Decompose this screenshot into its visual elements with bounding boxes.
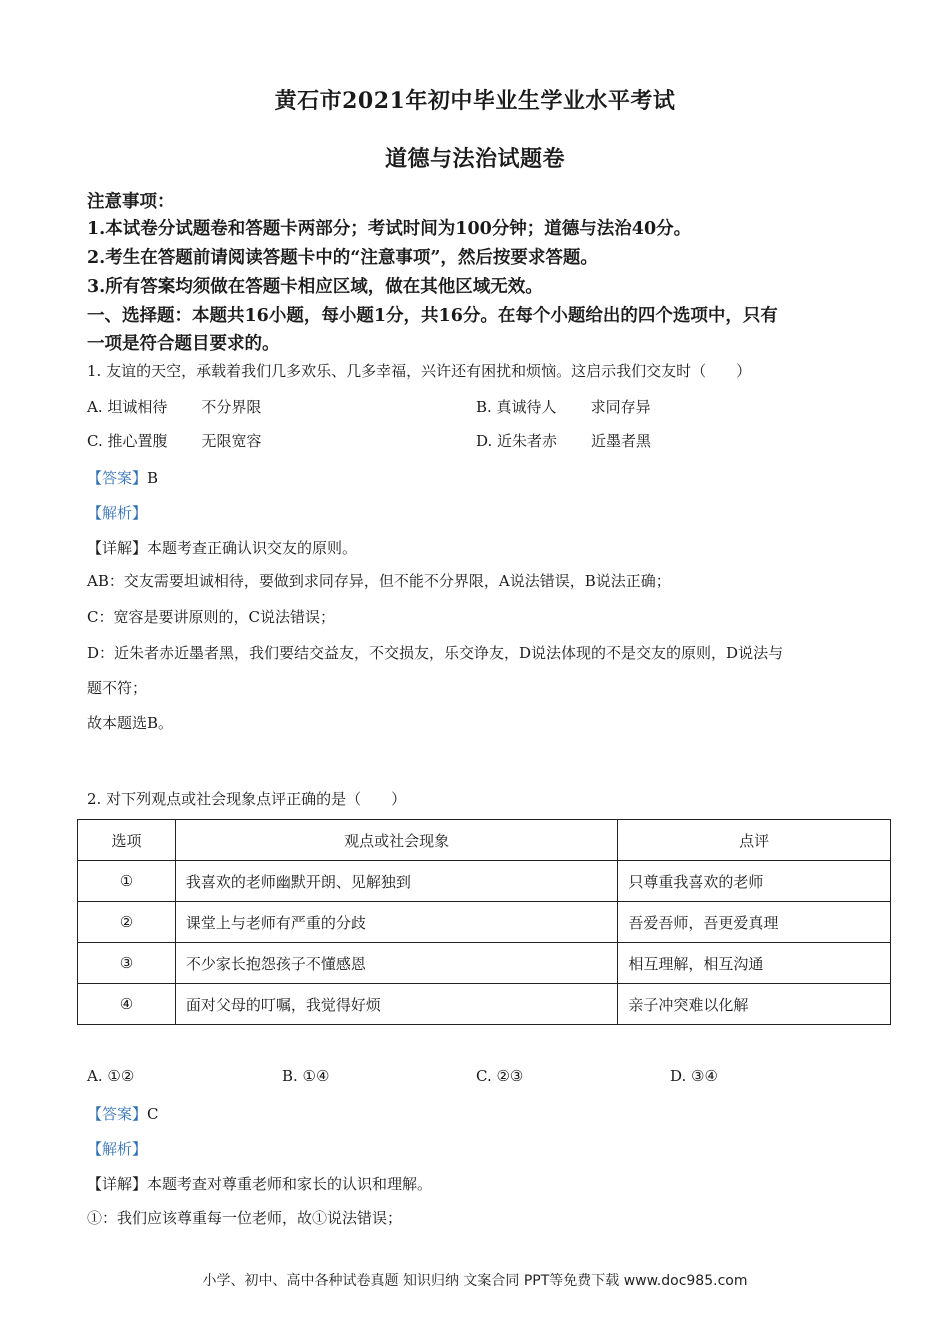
q2-answer-tag: 【答案】 bbox=[87, 1105, 148, 1123]
table-header-cell: 点评 bbox=[618, 820, 891, 861]
q2-stem: 2. 对下列观点或社会现象点评正确的是（ ） bbox=[87, 790, 407, 808]
notice-heading: 注意事项： bbox=[87, 192, 175, 212]
q2-answer-value: C bbox=[147, 1105, 159, 1123]
q2-option-a: A. ①② bbox=[87, 1067, 135, 1085]
q1-option-d-label: D. 近朱者赤 bbox=[476, 432, 558, 450]
notice-item-2: 2.考生在答题前请阅读答题卡中的“注意事项”，然后按要求答题。 bbox=[87, 248, 598, 268]
q1-option-a-label: A. 坦诚相待 bbox=[87, 398, 168, 416]
q1-option-c-label: C. 推心置腹 bbox=[87, 432, 168, 450]
q1-option-b-label: B. 真诚待人 bbox=[476, 398, 557, 416]
q2-answer bbox=[87, 1103, 159, 1124]
page-footer: 小学、初中、高中各种试卷真题 知识归纳 文案合同 PPT等免费下载 www.doc985.com bbox=[202, 1273, 748, 1289]
q1-option-d-text: 近墨者黑 bbox=[591, 432, 652, 450]
q2-detail: 【详解】本题考查对尊重老师和家长的认识和理解。 bbox=[87, 1175, 433, 1193]
table-header-cell: 观点或社会现象 bbox=[175, 820, 617, 861]
q1-answer-tag: 【答案】 bbox=[87, 469, 148, 487]
notice-item-1: 1.本试卷分试题卷和答题卡两部分；考试时间为100分钟；道德与法治40分。 bbox=[87, 219, 692, 239]
table-cell-option: ② bbox=[78, 902, 176, 943]
q1-analysis-line-5: 故本题选B。 bbox=[87, 714, 174, 732]
q2-option-d: D. ③④ bbox=[670, 1067, 718, 1085]
q2-option-c: C. ②③ bbox=[476, 1067, 524, 1085]
table-cell-phenomenon: 面对父母的叮嘱，我觉得好烦 bbox=[175, 984, 617, 1025]
table-cell-phenomenon: 课堂上与老师有严重的分歧 bbox=[175, 902, 617, 943]
exam-title: 黄石市2021年初中毕业生学业水平考试 bbox=[274, 88, 676, 114]
q2-table bbox=[77, 819, 891, 1025]
section-heading-line1: 一、选择题：本题共16小题，每小题1分，共16分。在每个小题给出的四个选项中，只有 bbox=[87, 306, 778, 326]
table-cell-option: ① bbox=[78, 861, 176, 902]
notice-item-3: 3.所有答案均须做在答题卡相应区域，做在其他区域无效。 bbox=[87, 277, 543, 297]
q2-option-b: B. ①④ bbox=[282, 1067, 330, 1085]
q1-analysis-line-3: D：近朱者赤近墨者黑，我们要结交益友，不交损友，乐交诤友，D说法体现的不是交友的原则，D说法与 bbox=[87, 644, 784, 662]
q1-analysis-line-2: C：宽容是要讲原则的，C说法错误； bbox=[87, 608, 335, 626]
table-cell-phenomenon: 不少家长抱怨孩子不懂感恩 bbox=[175, 943, 617, 984]
section-heading-line2: 一项是符合题目要求的。 bbox=[87, 334, 280, 354]
q1-analysis-line-1: AB：交友需要坦诚相待，要做到求同存异，但不能不分界限，A说法错误，B说法正确； bbox=[87, 572, 671, 590]
q1-analysis-tag: 【解析】 bbox=[87, 504, 148, 522]
table-header-cell: 选项 bbox=[78, 820, 176, 861]
table-header-row bbox=[78, 820, 891, 861]
table-cell-option: ④ bbox=[78, 984, 176, 1025]
q1-answer-value: B bbox=[147, 469, 159, 487]
q1-answer bbox=[87, 467, 158, 488]
table-row bbox=[78, 984, 891, 1025]
q1-option-a bbox=[87, 396, 261, 417]
q1-option-b bbox=[476, 396, 651, 417]
q1-option-b-text: 求同存异 bbox=[590, 398, 651, 416]
q1-option-d bbox=[476, 430, 651, 451]
table-cell-comment: 相互理解，相互沟通 bbox=[618, 943, 891, 984]
table-cell-comment: 吾爱吾师，吾更爱真理 bbox=[618, 902, 891, 943]
q1-detail: 【详解】本题考查正确认识交友的原则。 bbox=[87, 539, 358, 557]
table-row bbox=[78, 861, 891, 902]
q1-option-a-text: 不分界限 bbox=[201, 398, 262, 416]
q1-stem: 1. 友谊的天空，承载着我们几多欢乐、几多幸福，兴许还有困扰和烦恼。这启示我们交友时（ ） bbox=[87, 362, 752, 380]
q2-analysis-tag: 【解析】 bbox=[87, 1140, 148, 1158]
q1-option-c-text: 无限宽容 bbox=[201, 432, 262, 450]
exam-subtitle: 道德与法治试题卷 bbox=[384, 146, 565, 172]
table-row bbox=[78, 902, 891, 943]
q1-analysis-line-4: 题不符； bbox=[87, 679, 148, 697]
q1-option-c bbox=[87, 430, 262, 451]
q2-analysis-line-1: ①：我们应该尊重每一位老师，故①说法错误； bbox=[87, 1209, 403, 1227]
table-cell-option: ③ bbox=[78, 943, 176, 984]
table-cell-comment: 亲子冲突难以化解 bbox=[618, 984, 891, 1025]
table-row bbox=[78, 943, 891, 984]
table-cell-phenomenon: 我喜欢的老师幽默开朗、见解独到 bbox=[175, 861, 617, 902]
table-cell-comment: 只尊重我喜欢的老师 bbox=[618, 861, 891, 902]
